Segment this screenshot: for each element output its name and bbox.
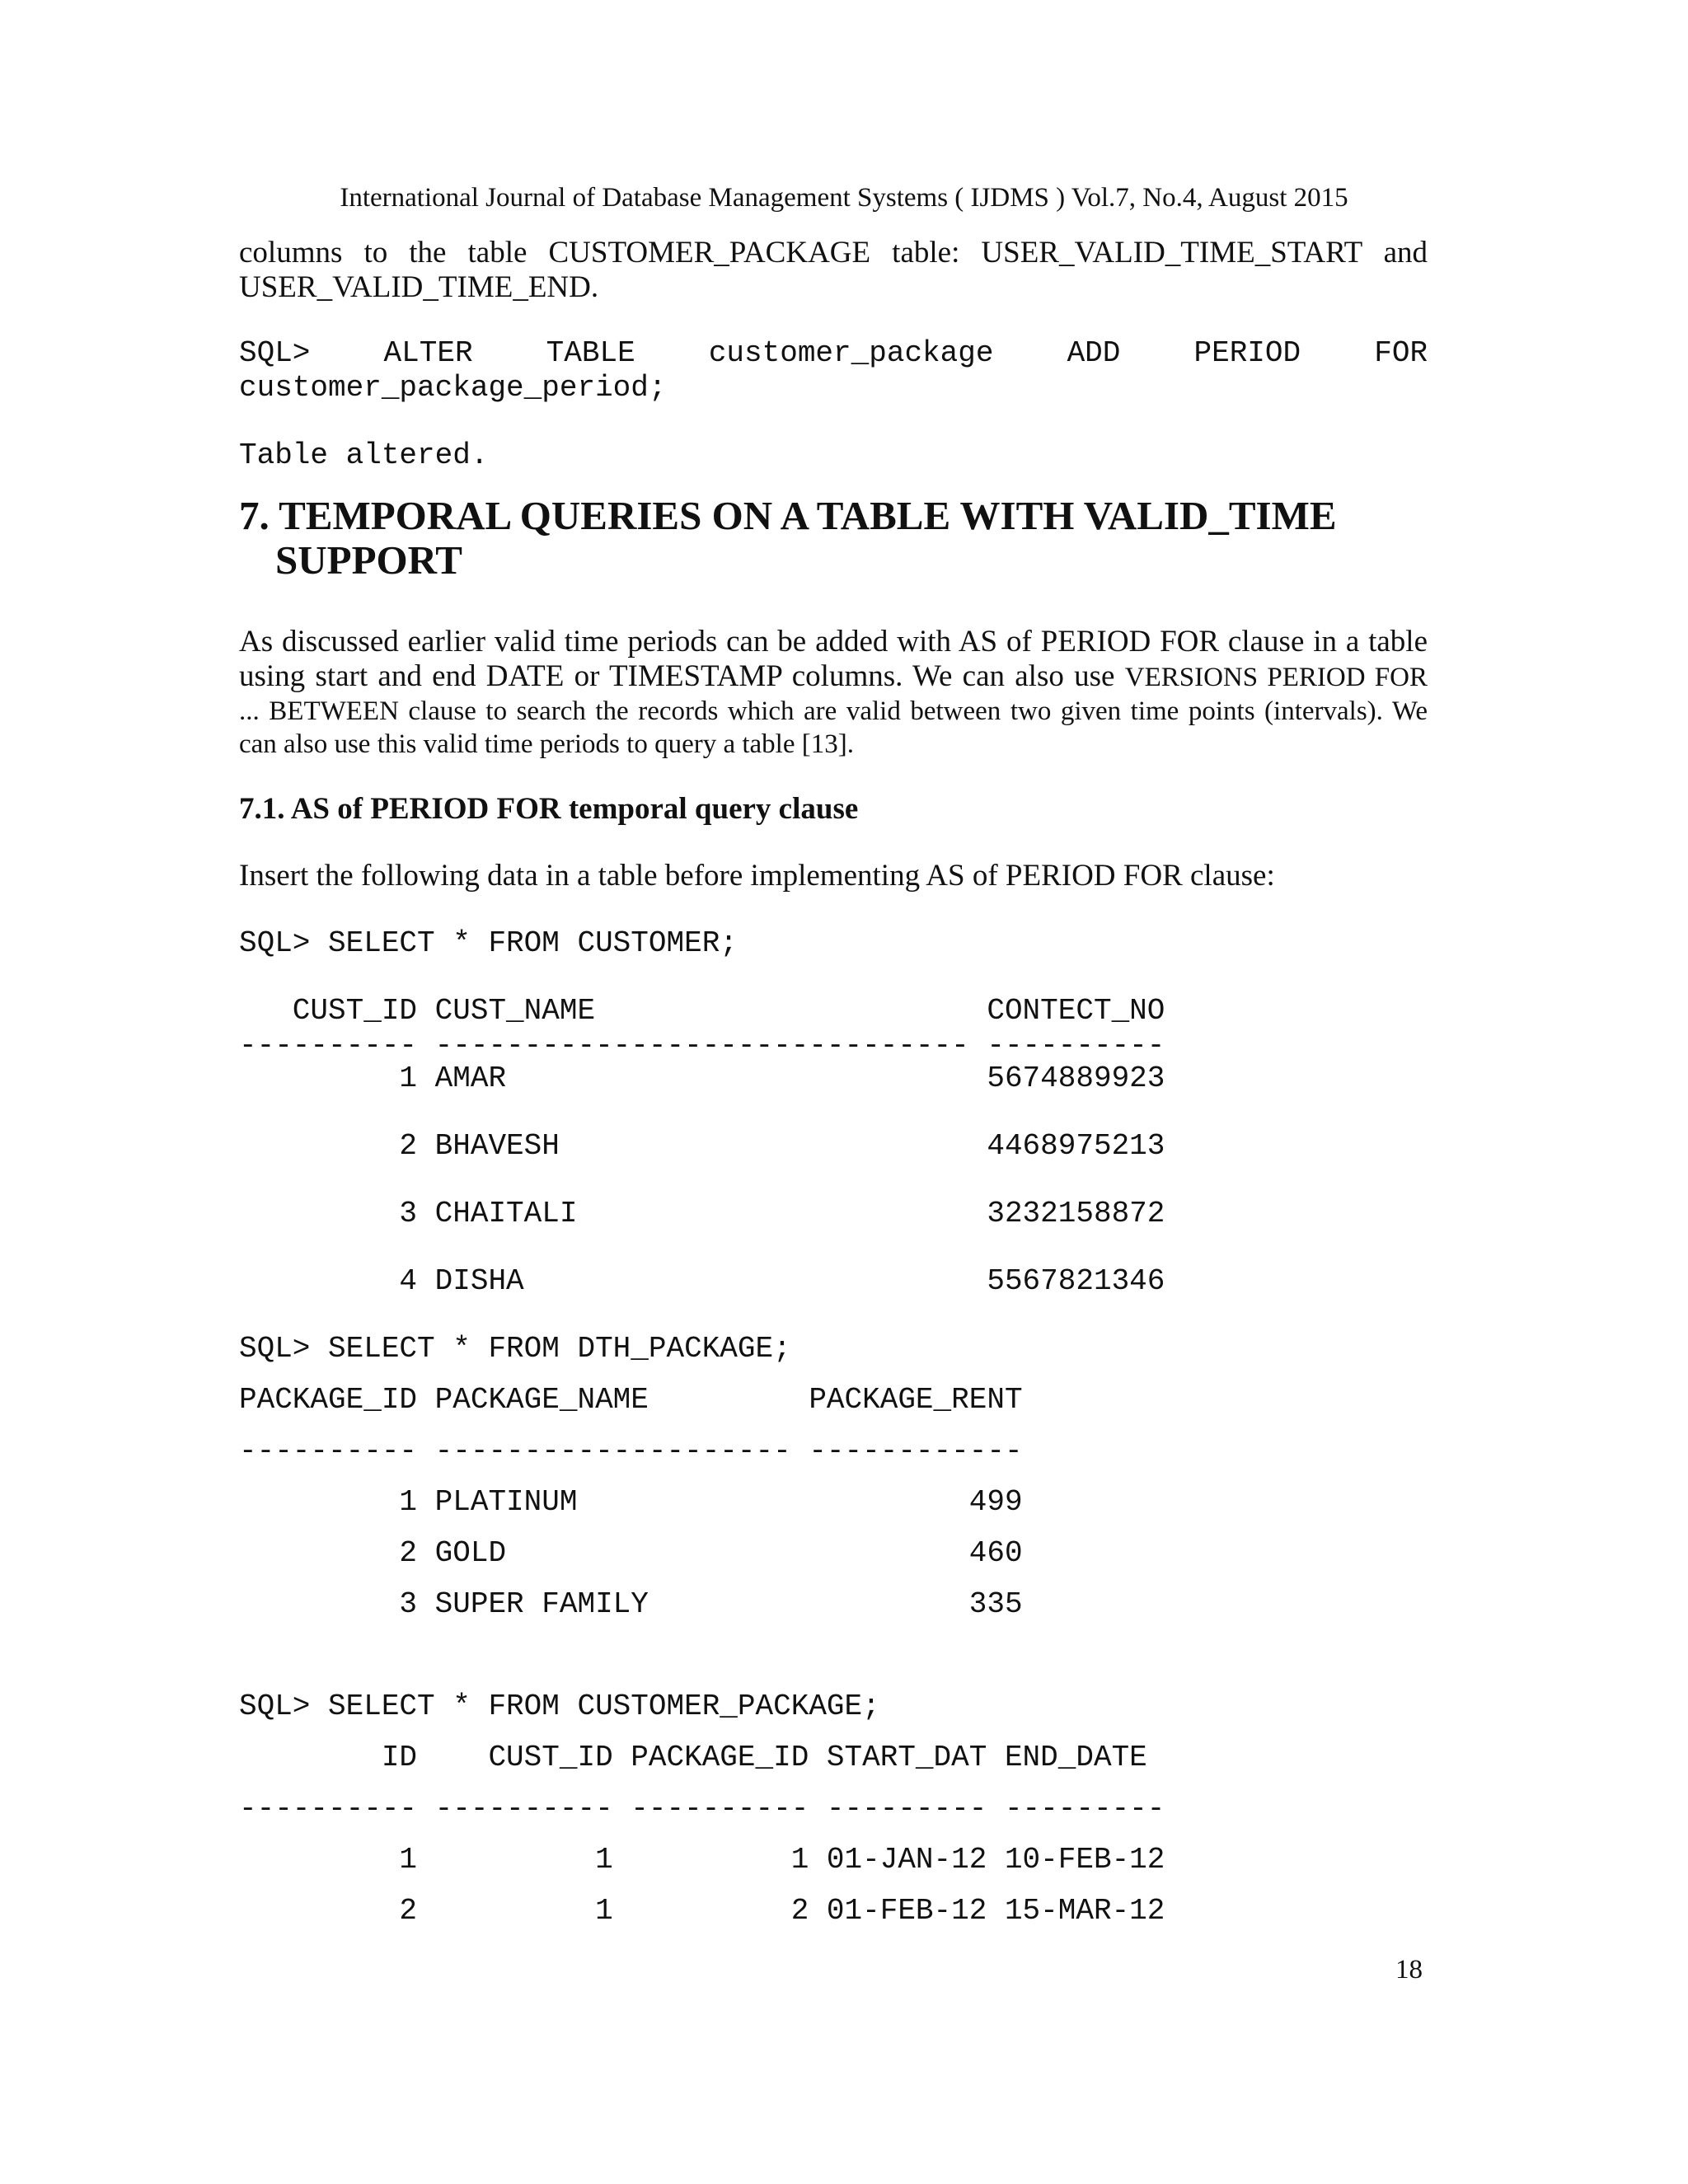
table-row: 1 PLATINUM 499 bbox=[239, 1485, 1023, 1519]
intro-word: to bbox=[363, 236, 388, 269]
result-divider: ---------- ---------- ---------- --------- --------- bbox=[239, 1792, 1165, 1825]
running-header: International Journal of Database Management Systems ( IJDMS ) Vol.7, No.4, August 2015 bbox=[340, 183, 1348, 213]
section-heading: 7. TEMPORAL QUERIES ON A TABLE WITH VALID_TIME bbox=[239, 493, 1337, 538]
table-altered-message: Table altered. bbox=[239, 438, 489, 472]
code-token: PERIOD bbox=[1193, 336, 1301, 370]
intro-word: table: bbox=[892, 236, 960, 269]
table-row: 4 DISHA 5567821346 bbox=[239, 1264, 1165, 1298]
intro-line-2: USER_VALID_TIME_END. bbox=[239, 270, 599, 304]
section-paragraph-line-3: ... BETWEEN clause to search the records which are valid between two given time points (intervals). We bbox=[239, 696, 1428, 726]
result-header: PACKAGE_ID PACKAGE_NAME PACKAGE_RENT bbox=[239, 1383, 1023, 1417]
code-token: customer_package bbox=[708, 336, 994, 370]
code-token: FOR bbox=[1374, 336, 1428, 370]
sql-query-customer-package: SQL> SELECT * FROM CUSTOMER_PACKAGE; bbox=[239, 1690, 880, 1723]
table-row: 3 CHAITALI 3232158872 bbox=[239, 1197, 1165, 1230]
section-paragraph-line-4: can also use this valid time periods to query a table [13]. bbox=[239, 729, 854, 759]
code-token: ADD bbox=[1067, 336, 1121, 370]
intro-word: USER_VALID_TIME_START bbox=[981, 236, 1362, 269]
table-row: 1 1 1 01-JAN-12 10-FEB-12 bbox=[239, 1843, 1165, 1877]
intro-word: columns bbox=[239, 236, 343, 269]
paragraph-text: using start and end DATE or TIMESTAMP columns. We can also use bbox=[239, 659, 1125, 693]
intro-word: table bbox=[467, 236, 528, 269]
paragraph-text-small: VERSIONS PERIOD FOR bbox=[1124, 663, 1428, 692]
code-token: ALTER bbox=[383, 336, 473, 370]
intro-word: CUSTOMER_PACKAGE bbox=[548, 236, 871, 269]
intro-word: and bbox=[1383, 236, 1428, 269]
subsection-paragraph: Insert the following data in a table before implementing AS of PERIOD FOR clause: bbox=[239, 859, 1275, 893]
sql-query-dth-package: SQL> SELECT * FROM DTH_PACKAGE; bbox=[239, 1332, 791, 1366]
page-number: 18 bbox=[1395, 1955, 1423, 1985]
code-token: SQL> bbox=[239, 336, 311, 370]
alter-statement-line-2: customer_package_period; bbox=[239, 371, 667, 405]
table-row: 2 1 2 01-FEB-12 15-MAR-12 bbox=[239, 1894, 1165, 1928]
section-paragraph-line-2 bbox=[239, 659, 1428, 695]
table-row: 2 BHAVESH 4468975213 bbox=[239, 1129, 1165, 1163]
table-row: 2 GOLD 460 bbox=[239, 1536, 1023, 1570]
table-row: 3 SUPER FAMILY 335 bbox=[239, 1587, 1023, 1621]
section-heading-continued: SUPPORT bbox=[275, 537, 462, 583]
intro-word: the bbox=[409, 236, 447, 269]
alter-statement-line-1 bbox=[239, 336, 1428, 371]
result-header: ID CUST_ID PACKAGE_ID START_DAT END_DATE bbox=[239, 1741, 1147, 1774]
section-paragraph-line-1: As discussed earlier valid time periods can be added with AS of PERIOD FOR clause in a table bbox=[239, 625, 1428, 658]
intro-line-1 bbox=[239, 236, 1428, 270]
code-token: TABLE bbox=[546, 336, 635, 370]
result-divider: ---------- -------------------- ------------ bbox=[239, 1434, 1023, 1468]
result-header: CUST_ID CUST_NAME CONTECT_NO bbox=[239, 994, 1165, 1028]
table-row: 1 AMAR 5674889923 bbox=[239, 1062, 1165, 1095]
sql-query-customer: SQL> SELECT * FROM CUSTOMER; bbox=[239, 926, 738, 960]
result-divider: ---------- ------------------------------ ---------- bbox=[239, 1029, 1165, 1062]
subsection-heading: 7.1. AS of PERIOD FOR temporal query clause bbox=[239, 792, 859, 826]
